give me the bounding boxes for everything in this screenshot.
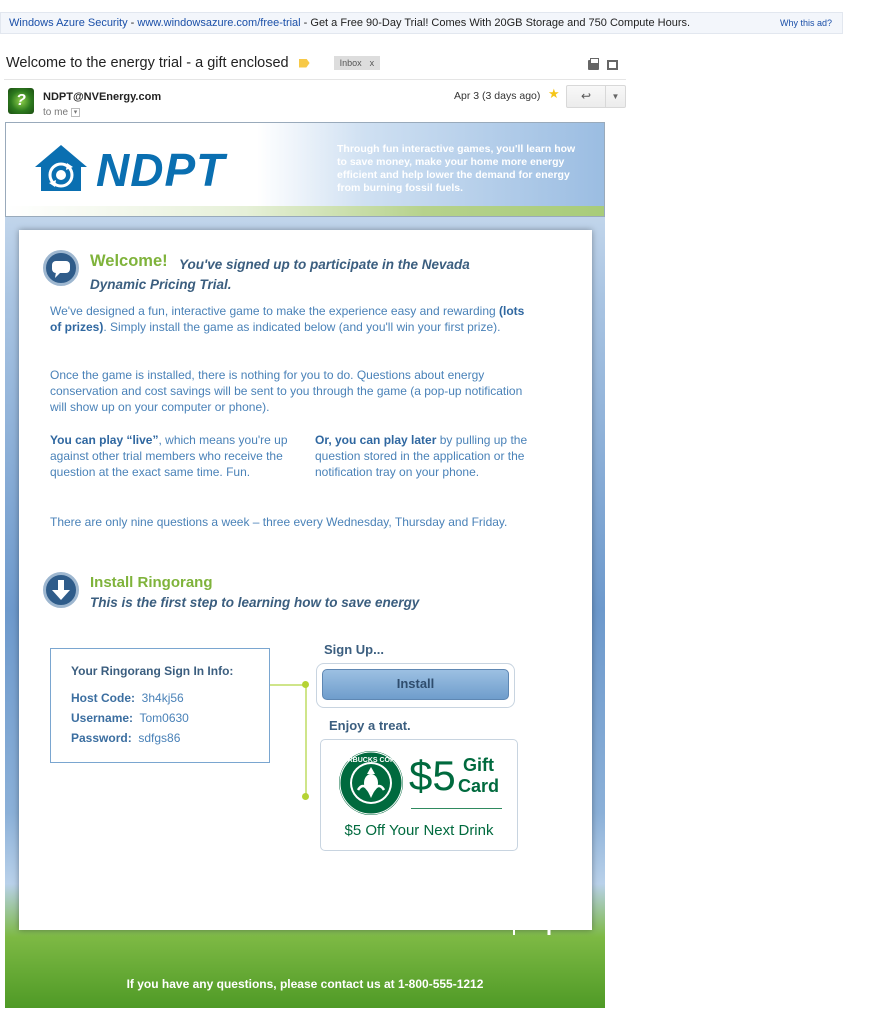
new-window-icon[interactable] [607,60,618,70]
importance-marker-icon[interactable] [299,59,310,68]
email-body [5,122,605,1008]
intro-text-a: We've designed a fun, interactive game to make the experience easy and rewarding [50,304,499,318]
wind-turbine-icon [489,835,589,935]
sign-in-info-box [50,648,270,763]
ad-url-link[interactable]: www.windowsazure.com/free-trial [137,17,301,29]
gift-offer-text: $5 Off Your Next Drink [344,822,494,839]
details-caret-icon[interactable]: ▾ [71,108,80,117]
starbucks-logo-text: STARBUCKS COFFEE [334,757,408,764]
print-icon[interactable] [588,60,599,70]
gift-divider [411,808,502,809]
inbox-label-text: Inbox [339,58,362,68]
banner-grass [6,206,604,216]
intro-text-bold: (lots of prizes) [50,304,525,334]
sender-avatar: ? [8,88,34,114]
inbox-label-chip[interactable] [334,56,381,70]
play-live-paragraph [50,432,295,480]
ad-text: - Get a Free 90-Day Trial! Comes With 20GB Storage and 750 Compute Hours. [300,17,691,29]
footer-contact-text: If you have any questions, please contact us at 1-800-555-1212 [126,977,484,991]
message-subject-row [6,55,380,71]
starbucks-logo-icon [334,750,408,816]
recipient-line [43,107,80,118]
gift-word-1: Gift [463,755,494,775]
ndpt-logo-text: NDPT [96,144,226,196]
header-divider [4,79,626,80]
gift-word-2: Card [458,776,500,796]
content-card [19,230,592,930]
connector-line-vertical [305,684,307,796]
username-label: Username: [71,711,134,725]
password-value: sdfgs86 [138,731,181,745]
message-subject: Welcome to the energy trial - a gift enclosed [6,55,289,71]
play-live-text: , which means you're up against other trial members who receive the question at the exact same time. Fun. [50,433,288,479]
subject-actions [588,60,618,70]
ad-separator: - [127,17,138,29]
play-later-text: by pulling up the question stored in the application or the notification tray on your phone. [315,433,528,479]
connector-dot [302,793,309,800]
username-value: Tom0630 [139,711,189,725]
host-code-label: Host Code: [71,691,135,705]
gift-card-word [458,755,499,797]
sign-in-info-title: Your Ringorang Sign In Info: [71,664,234,678]
username-row [71,708,269,728]
host-code-value: 3h4kj56 [141,691,184,705]
remove-label-icon[interactable]: x [369,58,375,68]
sign-up-label: Sign Up... [324,642,384,657]
connector-dot [302,681,309,688]
install-button[interactable]: Install [322,669,509,700]
recipient-text: to me [43,107,69,118]
speech-bubble-icon [43,250,79,286]
intro-paragraph [50,303,530,335]
gift-amount: $5 [409,752,456,799]
welcome-subheading [90,255,510,295]
install-button-frame [316,663,515,708]
play-live-bold: You can play “live” [50,433,159,447]
connector-line [270,684,306,686]
install-heading: Install Ringorang [90,574,213,591]
ndpt-house-logo-icon [33,143,89,193]
banner-blurb: Through fun interactive games, you'll learn how to save money, make your home more energy efficient and help lower the demand for energy from burning fossil fuels. [337,143,576,194]
password-label: Password: [71,731,132,745]
star-icon[interactable]: ★ [548,86,560,101]
play-later-paragraph [315,432,565,480]
message-date: Apr 3 (3 days ago) [454,90,541,102]
welcome-subheading-text: You've signed up to participate in the Nevada Dynamic Pricing Trial. [90,257,470,292]
enjoy-treat-label: Enjoy a treat. [329,718,411,733]
password-row [71,728,269,748]
questions-paragraph: There are only nine questions a week – three every Wednesday, Thursday and Friday. [50,515,508,529]
ndpt-banner [5,122,605,217]
ad-title-link[interactable]: Windows Azure Security [9,17,128,29]
intro-text-c: . Simply install the game as indicated below (and you'll win your first prize). [103,320,501,334]
more-actions-button[interactable]: ▼ [605,85,626,108]
welcome-heading: Welcome! [90,252,168,270]
install-subheading: This is the first step to learning how to save energy [90,595,420,610]
download-arrow-icon [43,572,79,608]
why-this-ad-link[interactable]: Why this ad? [779,18,832,28]
reply-button[interactable]: ↩ [566,85,606,108]
sender-address[interactable]: NDPT@NVEnergy.com [43,91,162,103]
ad-bar [0,12,843,34]
install-paragraph: Once the game is installed, there is nothing for you to do. Questions about energy conservation and cost savings will be sent to you through the game (a pop-up notification will show up on your computer or phone). [50,368,523,414]
host-code-row [71,688,269,708]
play-later-bold: Or, you can play later [315,433,437,447]
